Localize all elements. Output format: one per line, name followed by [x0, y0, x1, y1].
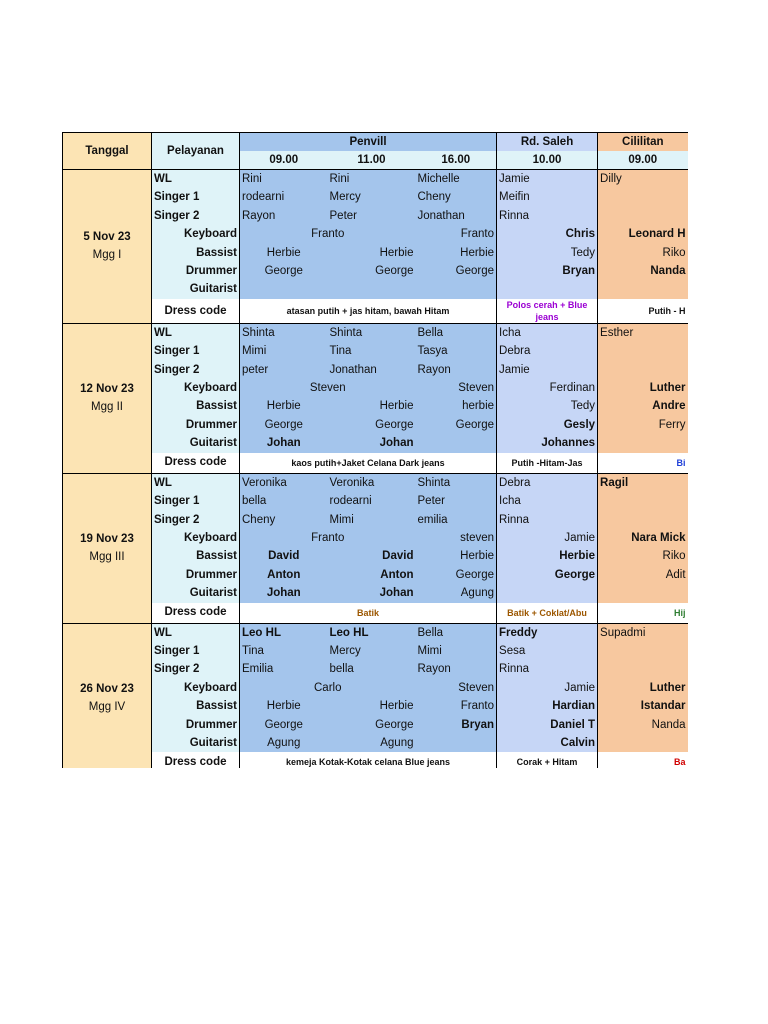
cell-penvill-1100: Mercy	[328, 642, 416, 660]
week-label: Mgg IV	[88, 700, 126, 713]
cell-cililitan-0900	[598, 434, 688, 452]
week-2-row-ba	[63, 397, 689, 415]
week-3-row-s2	[63, 511, 689, 529]
dress-code-cililitan: Putih - H	[598, 299, 688, 324]
cell-rd-saleh-1000: Jamie	[497, 529, 598, 547]
cell-penvill-1600: George	[416, 566, 497, 584]
role-label: WL	[152, 170, 240, 189]
cell-cililitan-0900: Nanda	[598, 716, 688, 734]
cell-penvill-1100: Herbie	[328, 397, 416, 415]
cell-penvill-1600: Herbie	[416, 244, 497, 262]
week-4-row-dr	[63, 716, 689, 734]
cell-cililitan-0900	[598, 342, 688, 360]
cell-penvill-1600: Tasya	[416, 342, 497, 360]
cell-penvill-0900: Tina	[240, 642, 328, 660]
cell-penvill-0900: George	[240, 416, 328, 434]
cell-penvill-1100: George	[328, 416, 416, 434]
cell-penvill-1600: Steven	[416, 679, 497, 697]
role-label: Bassist	[152, 697, 240, 715]
week-4-row-kb	[63, 679, 689, 697]
week-1-row-wl	[63, 170, 689, 189]
cell-penvill-0900: bella	[240, 492, 328, 510]
cell-penvill-1600: Peter	[416, 492, 497, 510]
cell-rd-saleh-1000: Tedy	[497, 397, 598, 415]
cell-penvill-1100: Mercy	[328, 188, 416, 206]
cell-penvill-1600: Steven	[416, 379, 497, 397]
cell-penvill-0900: Agung	[240, 734, 328, 752]
cell-penvill-0900-1100: Franto	[240, 529, 416, 547]
week-1-row-dr	[63, 262, 689, 280]
week-date: 5 Nov 23	[83, 231, 131, 244]
dress-code-rd-saleh: Corak + Hitam	[497, 752, 598, 768]
cell-penvill-1600: Rayon	[416, 361, 497, 379]
cell-cililitan-0900: Andre	[598, 397, 688, 415]
cell-rd-saleh-1000: Herbie	[497, 547, 598, 565]
cell-cililitan-0900: Supadmi	[598, 623, 688, 642]
dress-code-penvill: kemeja Kotak-Kotak celana Blue jeans	[240, 752, 497, 768]
cell-penvill-1600: Bella	[416, 323, 497, 342]
cell-penvill-1600: steven	[416, 529, 497, 547]
cell-penvill-1100	[328, 280, 416, 298]
week-2-row-gt	[63, 434, 689, 452]
week-4-row-s2	[63, 660, 689, 678]
cell-penvill-0900: Leo HL	[240, 623, 328, 642]
cell-penvill-1100: Mimi	[328, 511, 416, 529]
cell-cililitan-0900: Luther	[598, 679, 688, 697]
cell-penvill-0900: Johan	[240, 584, 328, 602]
role-label: Singer 2	[152, 511, 240, 529]
cell-penvill-0900: Mimi	[240, 342, 328, 360]
cell-cililitan-0900	[598, 734, 688, 752]
cell-rd-saleh-1000: Jamie	[497, 361, 598, 379]
cell-rd-saleh-1000: Jamie	[497, 679, 598, 697]
time-saleh: 10.00	[497, 151, 598, 170]
cell-cililitan-0900	[598, 280, 688, 298]
cell-penvill-1100: Johan	[328, 584, 416, 602]
cell-rd-saleh-1000: Bryan	[497, 262, 598, 280]
week-label: Mgg I	[92, 249, 122, 262]
week-label: Mgg II	[91, 401, 123, 414]
dress-code-rd-saleh: Batik + Coklat/Abu	[497, 603, 598, 624]
week-label: Mgg III	[89, 551, 125, 564]
dress-code-label: Dress code	[152, 299, 240, 324]
dress-code-label: Dress code	[152, 453, 240, 474]
cell-penvill-1600	[416, 434, 497, 452]
role-label: Guitarist	[152, 584, 240, 602]
dress-code-label: Dress code	[152, 603, 240, 624]
cell-penvill-1100: Herbie	[328, 244, 416, 262]
role-label: WL	[152, 323, 240, 342]
role-label: Drummer	[152, 416, 240, 434]
role-label: WL	[152, 473, 240, 492]
cell-penvill-1100: bella	[328, 660, 416, 678]
role-label: Singer 1	[152, 492, 240, 510]
time-penvill-2: 11.00	[328, 151, 416, 170]
cell-rd-saleh-1000: Rinna	[497, 660, 598, 678]
cell-penvill-0900: peter	[240, 361, 328, 379]
week-2-dress-code-row	[63, 453, 689, 474]
cell-cililitan-0900: Leonard H	[598, 225, 688, 243]
cell-penvill-1100: Veronika	[328, 473, 416, 492]
cell-rd-saleh-1000: Rinna	[497, 207, 598, 225]
week-date: 26 Nov 23	[80, 682, 134, 695]
cell-penvill-1100: rodearni	[328, 492, 416, 510]
role-label: Bassist	[152, 244, 240, 262]
cell-rd-saleh-1000: Icha	[497, 492, 598, 510]
week-2-row-kb	[63, 379, 689, 397]
cell-penvill-0900: Herbie	[240, 697, 328, 715]
cell-rd-saleh-1000: Jamie	[497, 170, 598, 189]
role-label: Bassist	[152, 397, 240, 415]
week-1-dress-code-row	[63, 299, 689, 324]
cell-rd-saleh-1000: Debra	[497, 342, 598, 360]
role-label: Singer 2	[152, 207, 240, 225]
cell-penvill-0900: Shinta	[240, 323, 328, 342]
week-2-row-s2	[63, 361, 689, 379]
cell-penvill-1100: David	[328, 547, 416, 565]
cell-cililitan-0900: Riko	[598, 244, 688, 262]
cell-penvill-0900: Johan	[240, 434, 328, 452]
cell-penvill-1100: George	[328, 716, 416, 734]
cell-penvill-1100: George	[328, 262, 416, 280]
role-label: Keyboard	[152, 529, 240, 547]
header-cililitan: Cililitan	[598, 133, 688, 152]
cell-penvill-0900-1100: Steven	[240, 379, 416, 397]
role-label: Keyboard	[152, 225, 240, 243]
cell-rd-saleh-1000: Daniel T	[497, 716, 598, 734]
cell-cililitan-0900	[598, 660, 688, 678]
role-label: Guitarist	[152, 734, 240, 752]
dress-code-cililitan: Bi	[598, 453, 688, 474]
week-3-row-dr	[63, 566, 689, 584]
role-label: Singer 2	[152, 361, 240, 379]
cell-penvill-1600: Michelle	[416, 170, 497, 189]
week-1-row-s2	[63, 207, 689, 225]
cell-penvill-1100: Rini	[328, 170, 416, 189]
cell-cililitan-0900	[598, 511, 688, 529]
cell-penvill-0900: George	[240, 262, 328, 280]
cell-rd-saleh-1000: Freddy	[497, 623, 598, 642]
dress-code-penvill: kaos putih+Jaket Celana Dark jeans	[240, 453, 497, 474]
role-label: Singer 1	[152, 188, 240, 206]
cell-penvill-0900: Cheny	[240, 511, 328, 529]
cell-penvill-1600: Shinta	[416, 473, 497, 492]
cell-cililitan-0900	[598, 188, 688, 206]
cell-penvill-1100: Johan	[328, 434, 416, 452]
cell-cililitan-0900: Nanda	[598, 262, 688, 280]
cell-penvill-1600: George	[416, 416, 497, 434]
cell-penvill-1100: Leo HL	[328, 623, 416, 642]
week-3-row-gt	[63, 584, 689, 602]
dress-code-cililitan: Hij	[598, 603, 688, 624]
role-label: Keyboard	[152, 679, 240, 697]
header-rd-saleh: Rd. Saleh	[497, 133, 598, 152]
role-label: Singer 1	[152, 342, 240, 360]
cell-cililitan-0900: Riko	[598, 547, 688, 565]
service-schedule-table	[62, 132, 688, 768]
cell-cililitan-0900	[598, 492, 688, 510]
cell-cililitan-0900: Dilly	[598, 170, 688, 189]
cell-rd-saleh-1000: Icha	[497, 323, 598, 342]
cell-rd-saleh-1000: Calvin	[497, 734, 598, 752]
cell-cililitan-0900	[598, 361, 688, 379]
week-4-dress-code-row	[63, 752, 689, 768]
cell-cililitan-0900: Ragil	[598, 473, 688, 492]
role-label: WL	[152, 623, 240, 642]
week-3-row-kb	[63, 529, 689, 547]
cell-penvill-1600: Bella	[416, 623, 497, 642]
week-1-row-s1	[63, 188, 689, 206]
cell-cililitan-0900: Nara Mick	[598, 529, 688, 547]
cell-penvill-0900: Herbie	[240, 244, 328, 262]
week-2-row-dr	[63, 416, 689, 434]
week-3-dress-code-row	[63, 603, 689, 624]
week-4-row-s1	[63, 642, 689, 660]
week-1-row-gt	[63, 280, 689, 298]
time-cililitan: 09.00	[598, 151, 688, 170]
cell-penvill-1600: Bryan	[416, 716, 497, 734]
cell-penvill-0900: Emilia	[240, 660, 328, 678]
cell-rd-saleh-1000	[497, 280, 598, 298]
week-4-row-ba	[63, 697, 689, 715]
week-date-cell	[63, 323, 152, 473]
cell-penvill-0900	[240, 280, 328, 298]
cell-rd-saleh-1000	[497, 584, 598, 602]
cell-rd-saleh-1000: Meifin	[497, 188, 598, 206]
dress-code-label: Dress code	[152, 752, 240, 768]
header-row-1	[63, 133, 689, 152]
schedule-sheet	[62, 132, 688, 768]
role-label: Drummer	[152, 566, 240, 584]
cell-rd-saleh-1000: Gesly	[497, 416, 598, 434]
role-label: Singer 1	[152, 642, 240, 660]
cell-penvill-0900: Veronika	[240, 473, 328, 492]
header-penvill: Penvill	[240, 133, 497, 152]
cell-penvill-1100: Shinta	[328, 323, 416, 342]
cell-penvill-1600: Herbie	[416, 547, 497, 565]
week-date-cell	[63, 170, 152, 324]
role-label: Guitarist	[152, 280, 240, 298]
cell-penvill-0900: Rini	[240, 170, 328, 189]
cell-penvill-0900: George	[240, 716, 328, 734]
week-4-row-gt	[63, 734, 689, 752]
cell-penvill-1600: emilia	[416, 511, 497, 529]
week-1-row-kb	[63, 225, 689, 243]
cell-penvill-1600: Rayon	[416, 660, 497, 678]
cell-penvill-0900-1100: Franto	[240, 225, 416, 243]
cell-rd-saleh-1000: George	[497, 566, 598, 584]
week-date-cell	[63, 473, 152, 623]
week-2-row-s1	[63, 342, 689, 360]
cell-cililitan-0900: Istandar	[598, 697, 688, 715]
time-penvill-3: 16.00	[416, 151, 497, 170]
cell-rd-saleh-1000: Debra	[497, 473, 598, 492]
dress-code-penvill: atasan putih + jas hitam, bawah Hitam	[240, 299, 497, 324]
week-3-row-wl	[63, 473, 689, 492]
cell-cililitan-0900	[598, 207, 688, 225]
role-label: Drummer	[152, 716, 240, 734]
week-date: 12 Nov 23	[80, 382, 134, 395]
role-label: Singer 2	[152, 660, 240, 678]
cell-penvill-0900: Herbie	[240, 397, 328, 415]
cell-rd-saleh-1000: Sesa	[497, 642, 598, 660]
week-3-row-s1	[63, 492, 689, 510]
week-date: 19 Nov 23	[80, 532, 134, 545]
cell-penvill-1600: Cheny	[416, 188, 497, 206]
header-tanggal: Tanggal	[63, 133, 152, 170]
cell-penvill-1600: Jonathan	[416, 207, 497, 225]
header-pelayanan: Pelayanan	[152, 133, 240, 170]
cell-penvill-1600	[416, 280, 497, 298]
cell-rd-saleh-1000: Ferdinan	[497, 379, 598, 397]
cell-penvill-1100: Herbie	[328, 697, 416, 715]
dress-code-rd-saleh: Putih -Hitam-Jas	[497, 453, 598, 474]
week-3-row-ba	[63, 547, 689, 565]
cell-penvill-1100: Jonathan	[328, 361, 416, 379]
cell-rd-saleh-1000: Chris	[497, 225, 598, 243]
cell-penvill-1600: Franto	[416, 225, 497, 243]
cell-penvill-1600	[416, 734, 497, 752]
week-date-cell	[63, 623, 152, 768]
dress-code-penvill: Batik	[240, 603, 497, 624]
cell-rd-saleh-1000: Rinna	[497, 511, 598, 529]
role-label: Bassist	[152, 547, 240, 565]
cell-cililitan-0900: Adit	[598, 566, 688, 584]
role-label: Keyboard	[152, 379, 240, 397]
cell-penvill-1100: Peter	[328, 207, 416, 225]
cell-penvill-1600: Franto	[416, 697, 497, 715]
role-label: Drummer	[152, 262, 240, 280]
cell-penvill-0900: Anton	[240, 566, 328, 584]
cell-penvill-1600: Mimi	[416, 642, 497, 660]
cell-penvill-1600: George	[416, 262, 497, 280]
cell-cililitan-0900	[598, 642, 688, 660]
cell-penvill-1100: Agung	[328, 734, 416, 752]
cell-rd-saleh-1000: Hardian	[497, 697, 598, 715]
cell-penvill-0900-1100: Carlo	[240, 679, 416, 697]
week-1-row-ba	[63, 244, 689, 262]
cell-rd-saleh-1000: Johannes	[497, 434, 598, 452]
cell-penvill-1100: Tina	[328, 342, 416, 360]
cell-cililitan-0900: Luther	[598, 379, 688, 397]
cell-cililitan-0900	[598, 584, 688, 602]
week-2-row-wl	[63, 323, 689, 342]
cell-cililitan-0900: Esther	[598, 323, 688, 342]
cell-penvill-0900: David	[240, 547, 328, 565]
cell-penvill-1600: herbie	[416, 397, 497, 415]
cell-penvill-0900: rodearni	[240, 188, 328, 206]
role-label: Guitarist	[152, 434, 240, 452]
cell-penvill-0900: Rayon	[240, 207, 328, 225]
cell-rd-saleh-1000: Tedy	[497, 244, 598, 262]
cell-cililitan-0900: Ferry	[598, 416, 688, 434]
time-penvill-1: 09.00	[240, 151, 328, 170]
week-4-row-wl	[63, 623, 689, 642]
dress-code-rd-saleh: Polos cerah + Blue jeans	[497, 299, 598, 324]
cell-penvill-1600: Agung	[416, 584, 497, 602]
dress-code-cililitan: Ba	[598, 752, 688, 768]
cell-penvill-1100: Anton	[328, 566, 416, 584]
